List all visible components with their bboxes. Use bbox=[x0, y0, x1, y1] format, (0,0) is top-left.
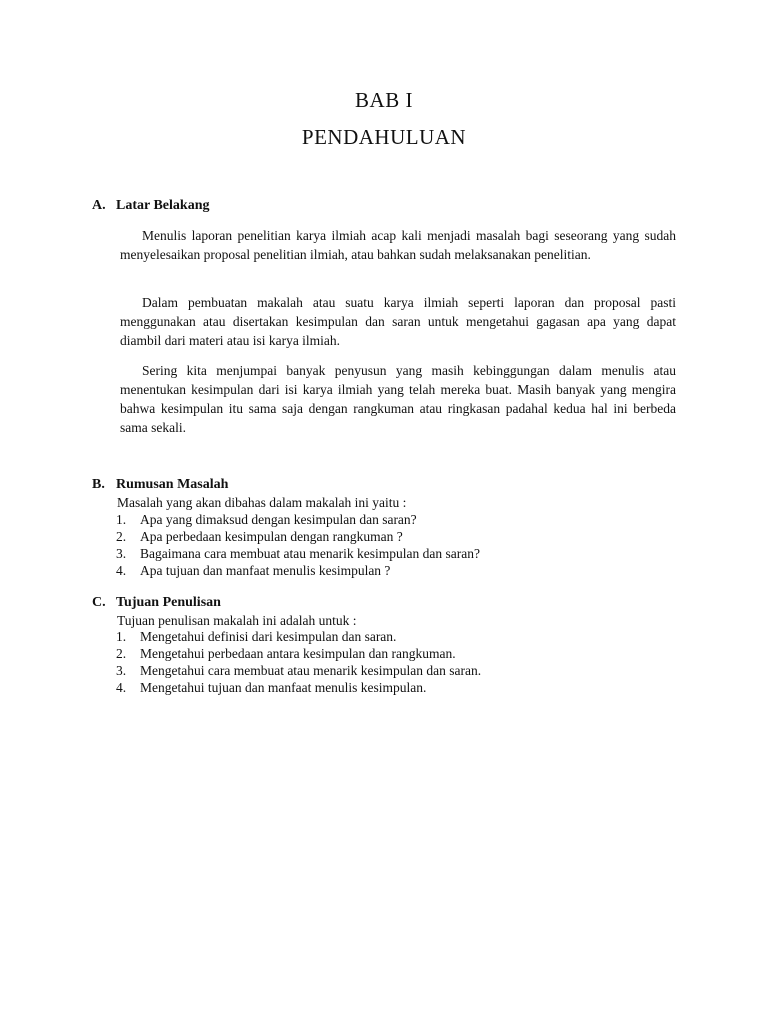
section-c-list bbox=[116, 628, 481, 696]
list-item bbox=[116, 662, 481, 679]
section-b-letter: B. bbox=[92, 477, 105, 492]
list-item-text: Apa tujuan dan manfaat menulis kesimpulan ? bbox=[140, 563, 391, 578]
section-a-heading bbox=[92, 198, 209, 214]
list-item bbox=[116, 528, 480, 545]
list-item bbox=[116, 562, 480, 579]
list-item bbox=[116, 545, 480, 562]
list-item-text: Apa yang dimaksud dengan kesimpulan dan saran? bbox=[140, 512, 417, 527]
list-item-number: 4. bbox=[116, 563, 127, 578]
section-a-letter: A. bbox=[92, 198, 106, 213]
list-item-text: Mengetahui cara membuat atau menarik kesimpulan dan saran. bbox=[140, 663, 482, 678]
list-item-text: Bagaimana cara membuat atau menarik kesimpulan dan saran? bbox=[140, 546, 480, 561]
section-a-paragraph: Menulis laporan penelitian karya ilmiah acap kali menjadi masalah bagi seseorang yang sudah menyelesaikan proposal penelitian ilmiah, atau bahkan sudah melaksanakan penelitian. bbox=[120, 228, 676, 262]
list-item-number: 1. bbox=[116, 512, 127, 527]
list-item-text: Mengetahui perbedaan antara kesimpulan dan rangkuman. bbox=[140, 646, 456, 661]
section-a-title: Latar Belakang bbox=[116, 198, 210, 213]
list-item-text: Mengetahui tujuan dan manfaat menulis kesimpulan. bbox=[140, 680, 427, 695]
section-c-intro: Tujuan penulisan makalah ini adalah untuk : bbox=[117, 613, 357, 628]
section-c-title: Tujuan Penulisan bbox=[116, 595, 221, 610]
list-item-text: Apa perbedaan kesimpulan dengan rangkuman ? bbox=[140, 529, 403, 544]
list-item-text: Mengetahui definisi dari kesimpulan dan saran. bbox=[140, 629, 397, 644]
list-item bbox=[116, 511, 480, 528]
section-a-paragraph: Dalam pembuatan makalah atau suatu karya ilmiah seperti laporan dan proposal pasti menggunakan atau disertakan kesimpulan dan saran untuk mengetahui gagasan apa yang dapat diambil dari materi atau isi karya ilmiah. bbox=[120, 295, 676, 348]
list-item-number: 3. bbox=[116, 663, 127, 678]
list-item-number: 1. bbox=[116, 629, 127, 644]
list-item-number: 3. bbox=[116, 546, 127, 561]
list-item-number: 2. bbox=[116, 646, 127, 661]
section-c-letter: C. bbox=[92, 595, 106, 610]
section-c-heading bbox=[92, 595, 221, 611]
section-b-intro: Masalah yang akan dibahas dalam makalah ini yaitu : bbox=[117, 495, 407, 510]
chapter-title: PENDAHULUAN bbox=[301, 125, 467, 149]
list-item-number: 2. bbox=[116, 529, 127, 544]
chapter-number: BAB I bbox=[355, 88, 413, 112]
list-item bbox=[116, 679, 481, 696]
list-item bbox=[116, 628, 481, 645]
section-b-list bbox=[116, 511, 480, 579]
list-item-number: 4. bbox=[116, 680, 127, 695]
section-b-heading bbox=[92, 477, 228, 493]
list-item bbox=[116, 645, 481, 662]
section-a-paragraph: Sering kita menjumpai banyak penyusun yang masih kebinggungan dalam menulis atau menentukan kesimpulan dari isi karya ilmiah yang telah mereka buat. Masih banyak yang mengira bahwa kesimpulan itu sama saja dengan rangkuman atau ringkasan padahal kedua hal ini berbeda sama sekali. bbox=[120, 363, 676, 435]
section-b-title: Rumusan Masalah bbox=[116, 477, 229, 492]
